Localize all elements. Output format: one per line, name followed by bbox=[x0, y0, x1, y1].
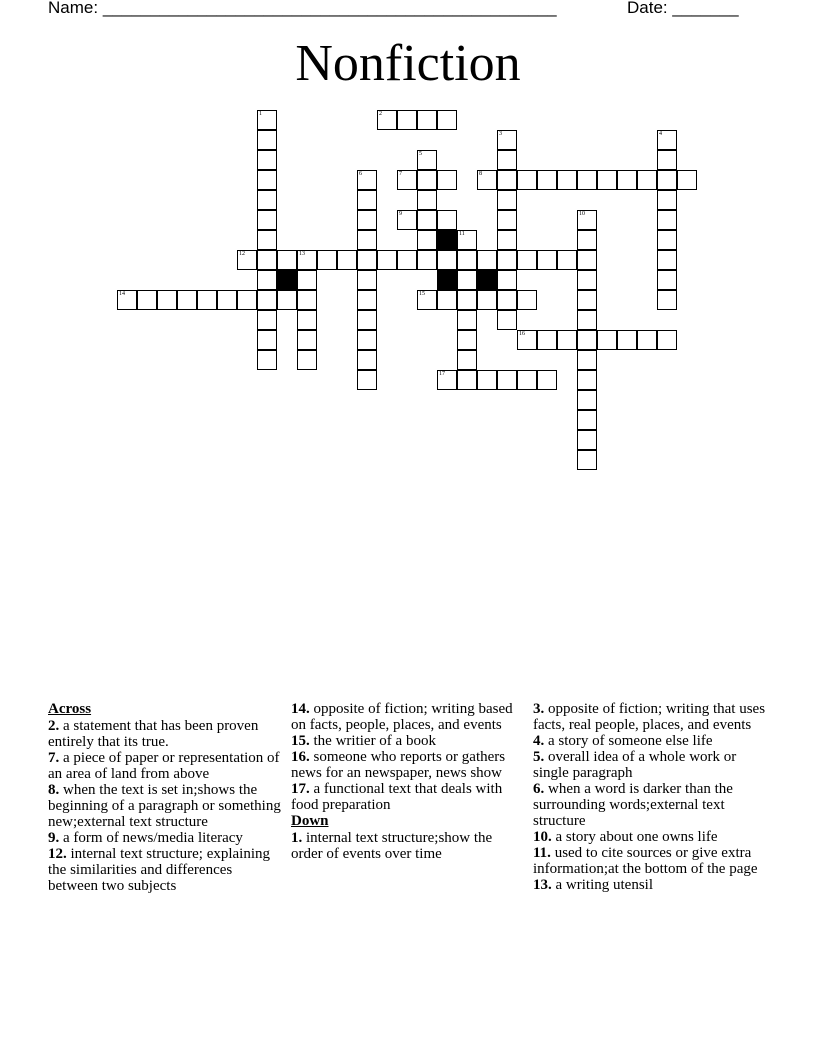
grid-cell[interactable] bbox=[657, 250, 677, 270]
cell-number: 4 bbox=[659, 131, 662, 137]
clue-text: a functional text that deals with food preparation bbox=[291, 781, 503, 813]
cell-number: 1 bbox=[259, 111, 262, 117]
grid-cell[interactable] bbox=[357, 350, 377, 370]
grid-cell[interactable] bbox=[257, 130, 277, 150]
clue-text: a form of news/media literacy bbox=[63, 830, 243, 846]
grid-cell[interactable] bbox=[497, 190, 517, 210]
grid-cell[interactable] bbox=[577, 410, 597, 430]
grid-cell[interactable] bbox=[617, 330, 637, 350]
clue-text: a writing utensil bbox=[555, 877, 653, 893]
grid-cell[interactable] bbox=[497, 270, 517, 290]
grid-cell[interactable] bbox=[577, 450, 597, 470]
cell-number: 9 bbox=[399, 211, 402, 217]
clue-number: 8. bbox=[48, 782, 60, 798]
clue-item bbox=[291, 781, 523, 813]
grid-cell[interactable] bbox=[657, 230, 677, 250]
clue-text: opposite of fiction; writing based on facts, people, places, and events bbox=[291, 701, 513, 733]
grid-cell[interactable] bbox=[577, 290, 597, 310]
grid-cell[interactable] bbox=[537, 330, 557, 350]
clue-item bbox=[291, 733, 523, 749]
cell-number: 2 bbox=[379, 111, 382, 117]
grid-cell[interactable] bbox=[397, 250, 417, 270]
clue-item bbox=[533, 781, 768, 829]
cell-number: 14 bbox=[119, 291, 125, 297]
grid-cell[interactable] bbox=[297, 350, 317, 370]
grid-cell[interactable] bbox=[457, 250, 477, 270]
grid-cell[interactable] bbox=[497, 250, 517, 270]
grid-cell[interactable] bbox=[437, 250, 457, 270]
clue-number: 4. bbox=[533, 733, 545, 749]
grid-cell[interactable] bbox=[437, 110, 457, 130]
cell-number: 8 bbox=[479, 171, 482, 177]
cell-number: 16 bbox=[519, 331, 525, 337]
grid-cell[interactable] bbox=[497, 150, 517, 170]
grid-cell[interactable] bbox=[457, 330, 477, 350]
grid-cell[interactable] bbox=[497, 230, 517, 250]
clue-item bbox=[533, 845, 768, 877]
grid-cell[interactable] bbox=[217, 290, 237, 310]
grid-cell[interactable] bbox=[537, 370, 557, 390]
grid-cell[interactable] bbox=[637, 330, 657, 350]
grid-cell[interactable] bbox=[577, 330, 597, 350]
grid-cell[interactable] bbox=[457, 350, 477, 370]
clue-number: 9. bbox=[48, 830, 60, 846]
grid-cell[interactable] bbox=[257, 190, 277, 210]
clue-number: 15. bbox=[291, 733, 310, 749]
grid-cell[interactable] bbox=[357, 230, 377, 250]
clue-number: 17. bbox=[291, 781, 310, 797]
clue-item bbox=[48, 718, 283, 750]
clues-column-3 bbox=[533, 701, 768, 893]
grid-cell[interactable] bbox=[617, 170, 637, 190]
clue-number: 16. bbox=[291, 749, 310, 765]
clue-item bbox=[291, 701, 523, 733]
cell-number: 10 bbox=[579, 211, 585, 217]
grid-cell[interactable] bbox=[357, 370, 377, 390]
clue-text: someone who reports or gathers news for an newspaper, news show bbox=[291, 749, 506, 781]
clue-number: 7. bbox=[48, 750, 60, 766]
clue-item bbox=[533, 829, 768, 845]
clue-text: a story of someone else life bbox=[548, 733, 713, 749]
clue-text: used to cite sources or give extra information;at the bottom of the page bbox=[533, 845, 758, 877]
clue-number: 5. bbox=[533, 749, 545, 765]
clue-item bbox=[48, 782, 283, 830]
grid-cell[interactable] bbox=[417, 190, 437, 210]
grid-cell[interactable] bbox=[477, 250, 497, 270]
grid-cell[interactable] bbox=[657, 270, 677, 290]
grid-cell[interactable] bbox=[177, 290, 197, 310]
black-cell bbox=[437, 270, 457, 290]
clue-number: 14. bbox=[291, 701, 310, 717]
clue-number: 2. bbox=[48, 718, 60, 734]
grid-cell[interactable] bbox=[417, 210, 437, 230]
grid-cell[interactable] bbox=[517, 290, 537, 310]
grid-cell[interactable] bbox=[657, 170, 677, 190]
clue-text: a story about one owns life bbox=[555, 829, 718, 845]
grid-cell[interactable] bbox=[497, 370, 517, 390]
grid-cell[interactable] bbox=[437, 290, 457, 310]
grid-cell[interactable] bbox=[577, 230, 597, 250]
grid-cell[interactable] bbox=[277, 250, 297, 270]
clue-item bbox=[291, 830, 523, 862]
grid-cell[interactable] bbox=[317, 250, 337, 270]
grid-cell[interactable] bbox=[297, 290, 317, 310]
clue-item bbox=[48, 830, 283, 846]
grid-cell[interactable] bbox=[337, 250, 357, 270]
clue-item bbox=[48, 846, 283, 894]
clue-text: a piece of paper or representation of an area of land from above bbox=[48, 750, 280, 782]
grid-cell[interactable] bbox=[357, 310, 377, 330]
cell-number: 3 bbox=[499, 131, 502, 137]
clue-text: internal text structure;show the order of events over time bbox=[291, 830, 493, 862]
grid-cell[interactable] bbox=[297, 270, 317, 290]
cell-number: 5 bbox=[419, 151, 422, 157]
date-label: Date: bbox=[627, 0, 668, 17]
clue-text: overall idea of a whole work or single paragraph bbox=[533, 749, 737, 781]
grid-cell[interactable] bbox=[257, 310, 277, 330]
grid-cell[interactable] bbox=[517, 170, 537, 190]
name-line: ________________________________________________ bbox=[102, 0, 557, 17]
grid-cell[interactable] bbox=[677, 170, 697, 190]
black-cell bbox=[277, 270, 297, 290]
grid-cell[interactable] bbox=[457, 270, 477, 290]
grid-cell[interactable] bbox=[257, 210, 277, 230]
clue-number: 12. bbox=[48, 846, 67, 862]
clue-text: internal text structure; explaining the similarities and differences between two subjects bbox=[48, 846, 271, 894]
clue-number: 10. bbox=[533, 829, 552, 845]
grid-cell[interactable] bbox=[357, 250, 377, 270]
grid-cell[interactable] bbox=[657, 210, 677, 230]
grid-cell[interactable] bbox=[357, 330, 377, 350]
grid-cell[interactable] bbox=[377, 250, 397, 270]
clue-item bbox=[533, 733, 768, 749]
grid-cell[interactable] bbox=[197, 290, 217, 310]
grid-cell[interactable] bbox=[637, 170, 657, 190]
grid-cell[interactable] bbox=[557, 330, 577, 350]
grid-cell[interactable] bbox=[557, 250, 577, 270]
clue-number: 3. bbox=[533, 701, 545, 717]
grid-cell[interactable] bbox=[577, 170, 597, 190]
grid-cell[interactable] bbox=[457, 370, 477, 390]
clues-column-2 bbox=[291, 701, 523, 862]
grid-cell[interactable] bbox=[577, 250, 597, 270]
grid-cell[interactable] bbox=[277, 290, 297, 310]
clue-item bbox=[48, 750, 283, 782]
grid-cell[interactable] bbox=[497, 290, 517, 310]
grid-cell[interactable] bbox=[297, 310, 317, 330]
clue-number: 6. bbox=[533, 781, 545, 797]
clue-item bbox=[533, 701, 768, 733]
grid-cell[interactable] bbox=[457, 290, 477, 310]
grid-cell[interactable] bbox=[157, 290, 177, 310]
grid-cell[interactable] bbox=[477, 290, 497, 310]
grid-cell[interactable] bbox=[557, 170, 577, 190]
page-title: Nonfiction bbox=[295, 35, 521, 92]
grid-cell[interactable] bbox=[417, 250, 437, 270]
grid-cell[interactable] bbox=[517, 250, 537, 270]
grid-cell[interactable] bbox=[297, 330, 317, 350]
grid-cell[interactable] bbox=[497, 170, 517, 190]
grid-cell[interactable] bbox=[577, 310, 597, 330]
grid-cell[interactable] bbox=[357, 290, 377, 310]
grid-cell[interactable] bbox=[257, 330, 277, 350]
grid-cell[interactable] bbox=[257, 350, 277, 370]
grid-cell[interactable] bbox=[477, 370, 497, 390]
clue-text: a statement that has been proven entirely that its true. bbox=[48, 718, 259, 750]
grid-cell[interactable] bbox=[357, 270, 377, 290]
date-line: _______ bbox=[672, 0, 739, 17]
grid-cell[interactable] bbox=[257, 290, 277, 310]
grid-cell[interactable] bbox=[137, 290, 157, 310]
grid-cell[interactable] bbox=[577, 390, 597, 410]
across-heading: Across bbox=[48, 701, 92, 717]
clue-number: 11. bbox=[533, 845, 551, 861]
clue-number: 13. bbox=[533, 877, 552, 893]
grid-cell[interactable] bbox=[257, 270, 277, 290]
clue-number: 1. bbox=[291, 830, 303, 846]
cell-number: 15 bbox=[419, 291, 425, 297]
clue-item bbox=[533, 749, 768, 781]
clue-item bbox=[291, 749, 523, 781]
grid-cell[interactable] bbox=[537, 170, 557, 190]
grid-cell[interactable] bbox=[577, 350, 597, 370]
clues-column-1 bbox=[48, 701, 283, 894]
grid-cell[interactable] bbox=[657, 190, 677, 210]
grid-cell[interactable] bbox=[457, 310, 477, 330]
crossword-grid bbox=[0, 0, 816, 480]
clue-text: opposite of fiction; writing that uses facts, real people, places, and events bbox=[533, 701, 766, 733]
grid-cell[interactable] bbox=[577, 370, 597, 390]
grid-cell[interactable] bbox=[397, 110, 417, 130]
grid-cell[interactable] bbox=[257, 250, 277, 270]
grid-cell[interactable] bbox=[417, 170, 437, 190]
black-cell bbox=[437, 230, 457, 250]
grid-cell[interactable] bbox=[497, 310, 517, 330]
cell-number: 17 bbox=[439, 371, 445, 377]
grid-cell[interactable] bbox=[517, 370, 537, 390]
grid-cell[interactable] bbox=[237, 290, 257, 310]
clue-item bbox=[533, 877, 768, 893]
grid-cell[interactable] bbox=[657, 150, 677, 170]
grid-cell[interactable] bbox=[437, 170, 457, 190]
down-heading: Down bbox=[291, 813, 329, 829]
grid-cell[interactable] bbox=[577, 270, 597, 290]
grid-cell[interactable] bbox=[417, 110, 437, 130]
cell-number: 7 bbox=[399, 171, 402, 177]
grid-cell[interactable] bbox=[257, 150, 277, 170]
grid-cell[interactable] bbox=[497, 210, 517, 230]
grid-cell[interactable] bbox=[537, 250, 557, 270]
grid-cell[interactable] bbox=[257, 170, 277, 190]
grid-cell[interactable] bbox=[417, 230, 437, 250]
grid-cell[interactable] bbox=[357, 210, 377, 230]
cell-number: 13 bbox=[299, 251, 305, 257]
grid-cell[interactable] bbox=[597, 170, 617, 190]
clue-text: when the text is set in;shows the beginning of a paragraph or something new;external text structure bbox=[48, 782, 281, 830]
name-label: Name: bbox=[48, 0, 99, 17]
clue-text: when a word is darker than the surrounding words;external text structure bbox=[533, 781, 733, 829]
cell-number: 12 bbox=[239, 251, 245, 257]
cell-number: 11 bbox=[459, 231, 465, 237]
clue-text: the writier of a book bbox=[313, 733, 436, 749]
cell-number: 6 bbox=[359, 171, 362, 177]
grid-cell[interactable] bbox=[577, 430, 597, 450]
grid-cell[interactable] bbox=[257, 230, 277, 250]
grid-cell[interactable] bbox=[657, 290, 677, 310]
grid-cell[interactable] bbox=[357, 190, 377, 210]
black-cell bbox=[477, 270, 497, 290]
grid-cell[interactable] bbox=[437, 210, 457, 230]
grid-cell[interactable] bbox=[597, 330, 617, 350]
grid-cell[interactable] bbox=[657, 330, 677, 350]
